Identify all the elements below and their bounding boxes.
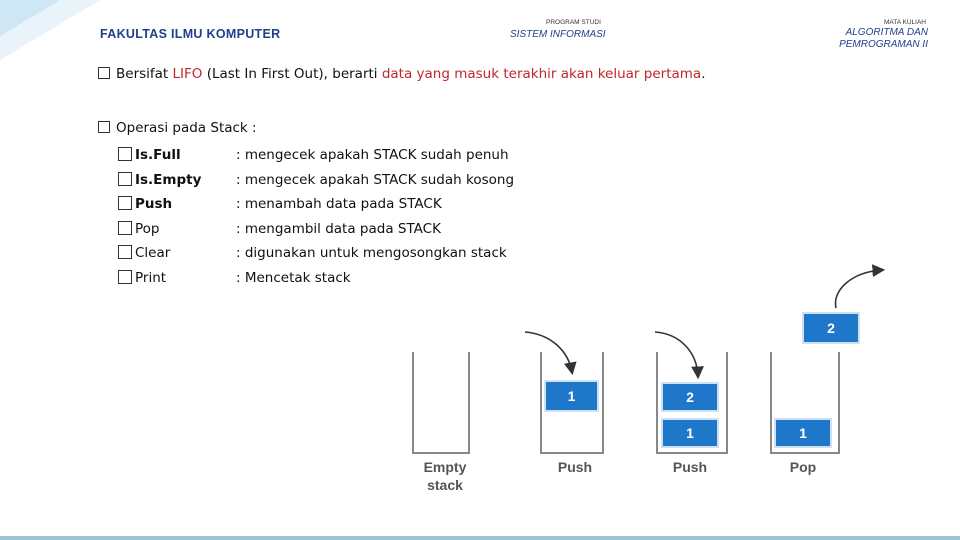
operation-desc: : mengecek apakah STACK sudah kosong <box>236 171 515 188</box>
checkbox-bullet-icon <box>98 67 110 79</box>
faculty-title: FAKULTAS ILMU KOMPUTER <box>100 27 281 41</box>
lifo-term: LIFO <box>172 66 203 82</box>
stack-caption: Push <box>672 459 708 475</box>
course-name: ALGORITMA DAN PEMROGRAMAN II <box>839 27 928 50</box>
course-label: MATA KULIAH <box>883 19 926 26</box>
footer-line <box>0 536 960 540</box>
operation-name: Clear <box>118 245 236 261</box>
operation-name: Pop <box>118 221 236 237</box>
pop-arrow-icon <box>835 270 882 308</box>
list-item <box>118 217 514 242</box>
checkbox-bullet-icon <box>98 121 110 133</box>
operation-desc: : Mencetak stack <box>236 269 351 286</box>
operation-name: Push <box>118 196 236 212</box>
operation-name: Is.Empty <box>118 172 236 188</box>
operations-title-text: Operasi pada Stack : <box>116 120 257 136</box>
stack-caption: Empty stack <box>423 459 467 493</box>
bullet-icon <box>118 172 132 186</box>
lifo-highlight: data yang masuk terakhir akan keluar pertama <box>381 66 702 82</box>
operation-name: Is.Full <box>118 147 236 163</box>
operation-desc: : menambah data pada STACK <box>236 196 442 213</box>
list-item <box>118 168 514 193</box>
stack-item: 1 <box>661 418 719 448</box>
stack-caption: Pop <box>789 459 817 475</box>
operation-desc: : mengecek apakah STACK sudah penuh <box>236 147 509 164</box>
bullet-icon <box>118 245 132 259</box>
operation-name: Print <box>118 270 236 286</box>
program-label: PROGRAM STUDI <box>546 19 601 26</box>
popped-item: 2 <box>802 312 860 344</box>
program-name: SISTEM INFORMASI <box>510 29 606 40</box>
stack-item: 1 <box>544 380 599 412</box>
stack-diagram <box>400 260 920 500</box>
list-item <box>118 192 514 217</box>
lifo-paragraph <box>98 64 718 85</box>
list-item <box>118 143 514 168</box>
bullet-icon <box>118 221 132 235</box>
stack-caption: Push <box>557 459 593 475</box>
bullet-icon <box>118 270 132 284</box>
operation-desc: : digunakan untuk mengosongkan stack <box>236 245 507 262</box>
bullet-icon <box>118 147 132 161</box>
lifo-mid: (Last In First Out), berarti <box>202 66 382 82</box>
stack-item: 2 <box>661 382 719 412</box>
lifo-prefix: Bersifat <box>116 66 173 82</box>
empty-stack <box>412 352 470 454</box>
lifo-suffix: . <box>701 66 706 82</box>
operations-title <box>98 120 257 136</box>
bullet-icon <box>118 196 132 210</box>
stack-item: 1 <box>774 418 832 448</box>
operation-desc: : mengambil data pada STACK <box>236 220 441 237</box>
